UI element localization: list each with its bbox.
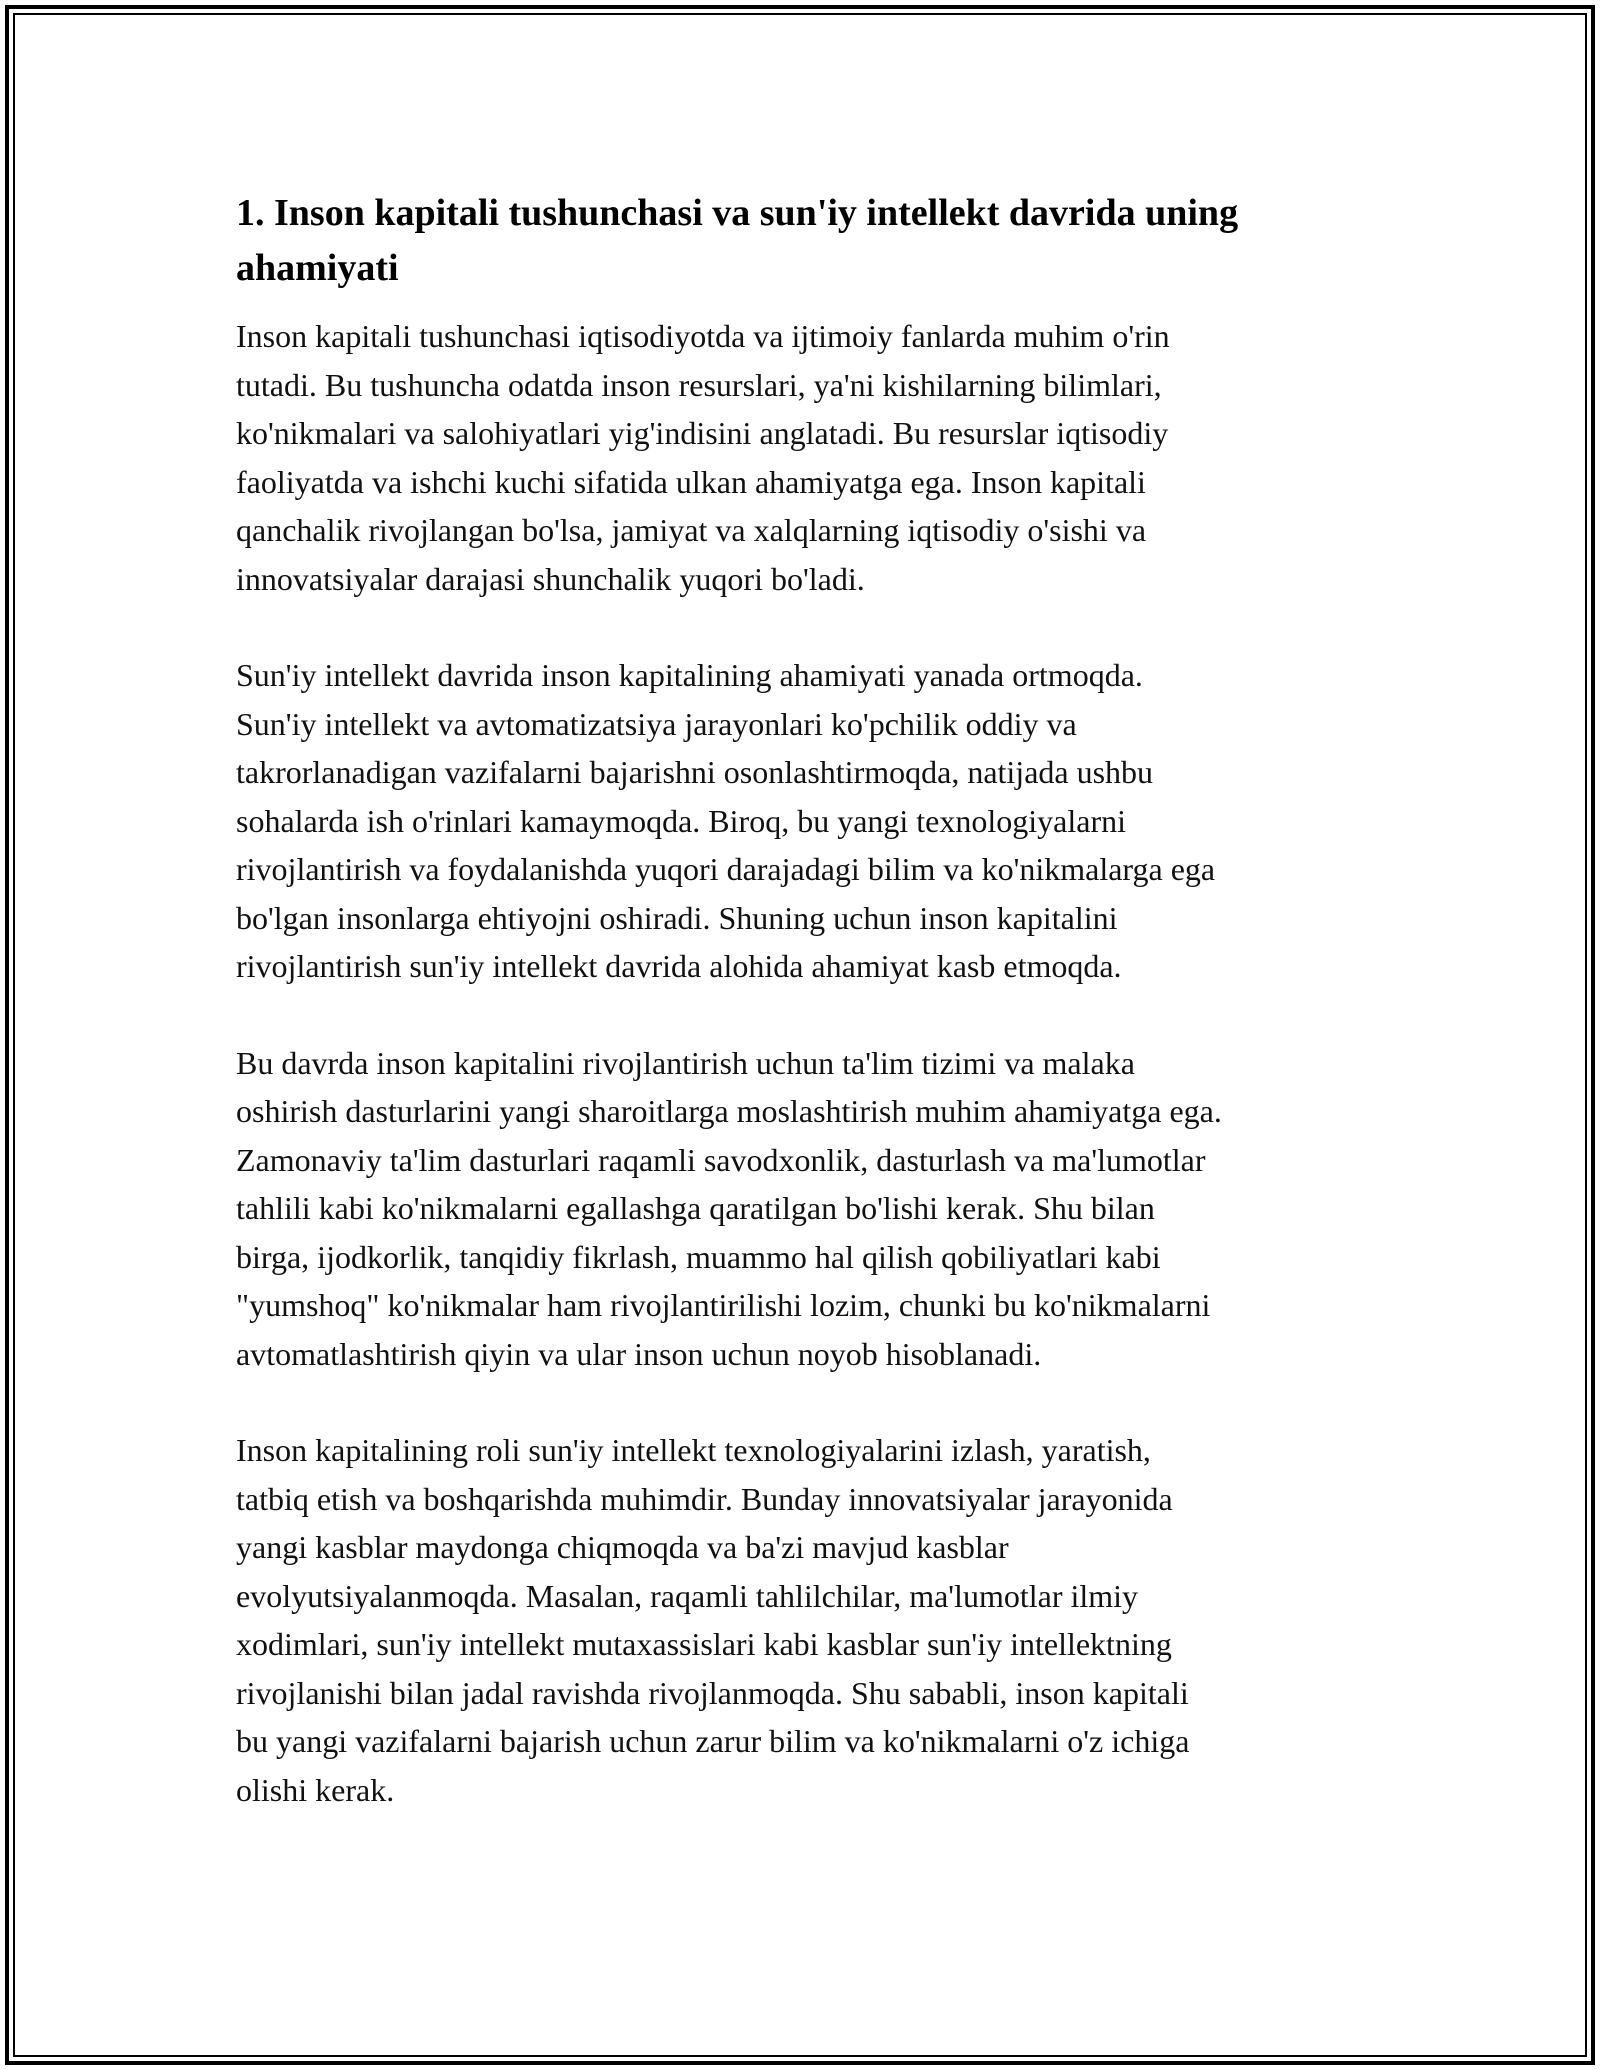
section-heading: 1. Inson kapitali tushunchasi va sun'iy intellekt davrida uning ahamiyati: [236, 192, 1239, 289]
paragraph-2: Sun'iy intellekt davrida inson kapitalining ahamiyati yanada ortmoqda. Sun'iy intellekt va avtomatizatsiya jarayonlari ko'pchilik oddiy va takrorlanadigan vazifalarni bajarishni osonlashtirmoqda, natijada ushbu sohalarda ish o'rinlari kamaymoqda. Biroq, bu yangi texnologiyalarni rivojlantirish va foydalanishda yuqori darajadagi bilim va ko'nikmalarga ega bo'lgan insonlarga ehtiyojni oshiradi. Shuning uchun inson kapitalini rivojlantirish sun'iy intellekt davrida alohida ahamiyat kasb etmoqda.: [236, 657, 1216, 984]
document-body: [236, 186, 1376, 1862]
paragraph-3: Bu davrda inson kapitalini rivojlantirish uchun ta'lim tizimi va malaka oshirish dasturlarini yangi sharoitlarga moslashtirish muhim ahamiyatga ega. Zamonaviy ta'lim dasturlari raqamli savodxonlik, dasturlash va ma'lumotlar tahlili kabi ko'nikmalarni egallashga qaratilgan bo'lishi kerak. Shu bilan birga, ijodkorlik, tanqidiy fikrlash, muammo hal qilish qobiliyatlari kabi "yumshoq" ko'nikmalar ham rivojlantirilishi lozim, chunki bu ko'nikmalarni avtomatlashtirish qiyin va ular inson uchun noyob hisoblanadi.: [236, 1044, 1222, 1372]
paragraph-1: Inson kapitali tushunchasi iqtisodiyotda va ijtimoiy fanlarda muhim o'rin tutadi. Bu tushuncha odatda inson resurslari, ya'ni kishilarning bilimlari, ko'nikmalari va salohiyatlari yig'indisini anglatadi. Bu resurslar iqtisodiy faoliyatda va ishchi kuchi sifatida ulkan ahamiyatga ega. Inson kapitali qanchalik rivojlangan bo'lsa, jamiyat va xalqlarning iqtisodiy o'sishi va innovatsiyalar darajasi shunchalik yuqori bo'ladi.: [236, 318, 1170, 597]
paragraph-4: Inson kapitalining roli sun'iy intellekt texnologiyalarini izlash, yaratish, tatbiq etish va boshqarishda muhimdir. Bunday innovatsiyalar jarayonida yangi kasblar maydonga chiqmoqda va ba'zi mavjud kasblar evolyutsiyalanmoqda. Masalan, raqamli tahlilchilar, ma'lumotlar ilmiy xodimlari, sun'iy intellekt mutaxassislari kabi kasblar sun'iy intellektning rivojlanishi bilan jadal ravishda rivojlanmoqda. Shu sababli, inson kapitali bu yangi vazifalarni bajarish uchun zarur bilim va ko'nikmalarni o'z ichiga olishi kerak.: [236, 1432, 1190, 1808]
